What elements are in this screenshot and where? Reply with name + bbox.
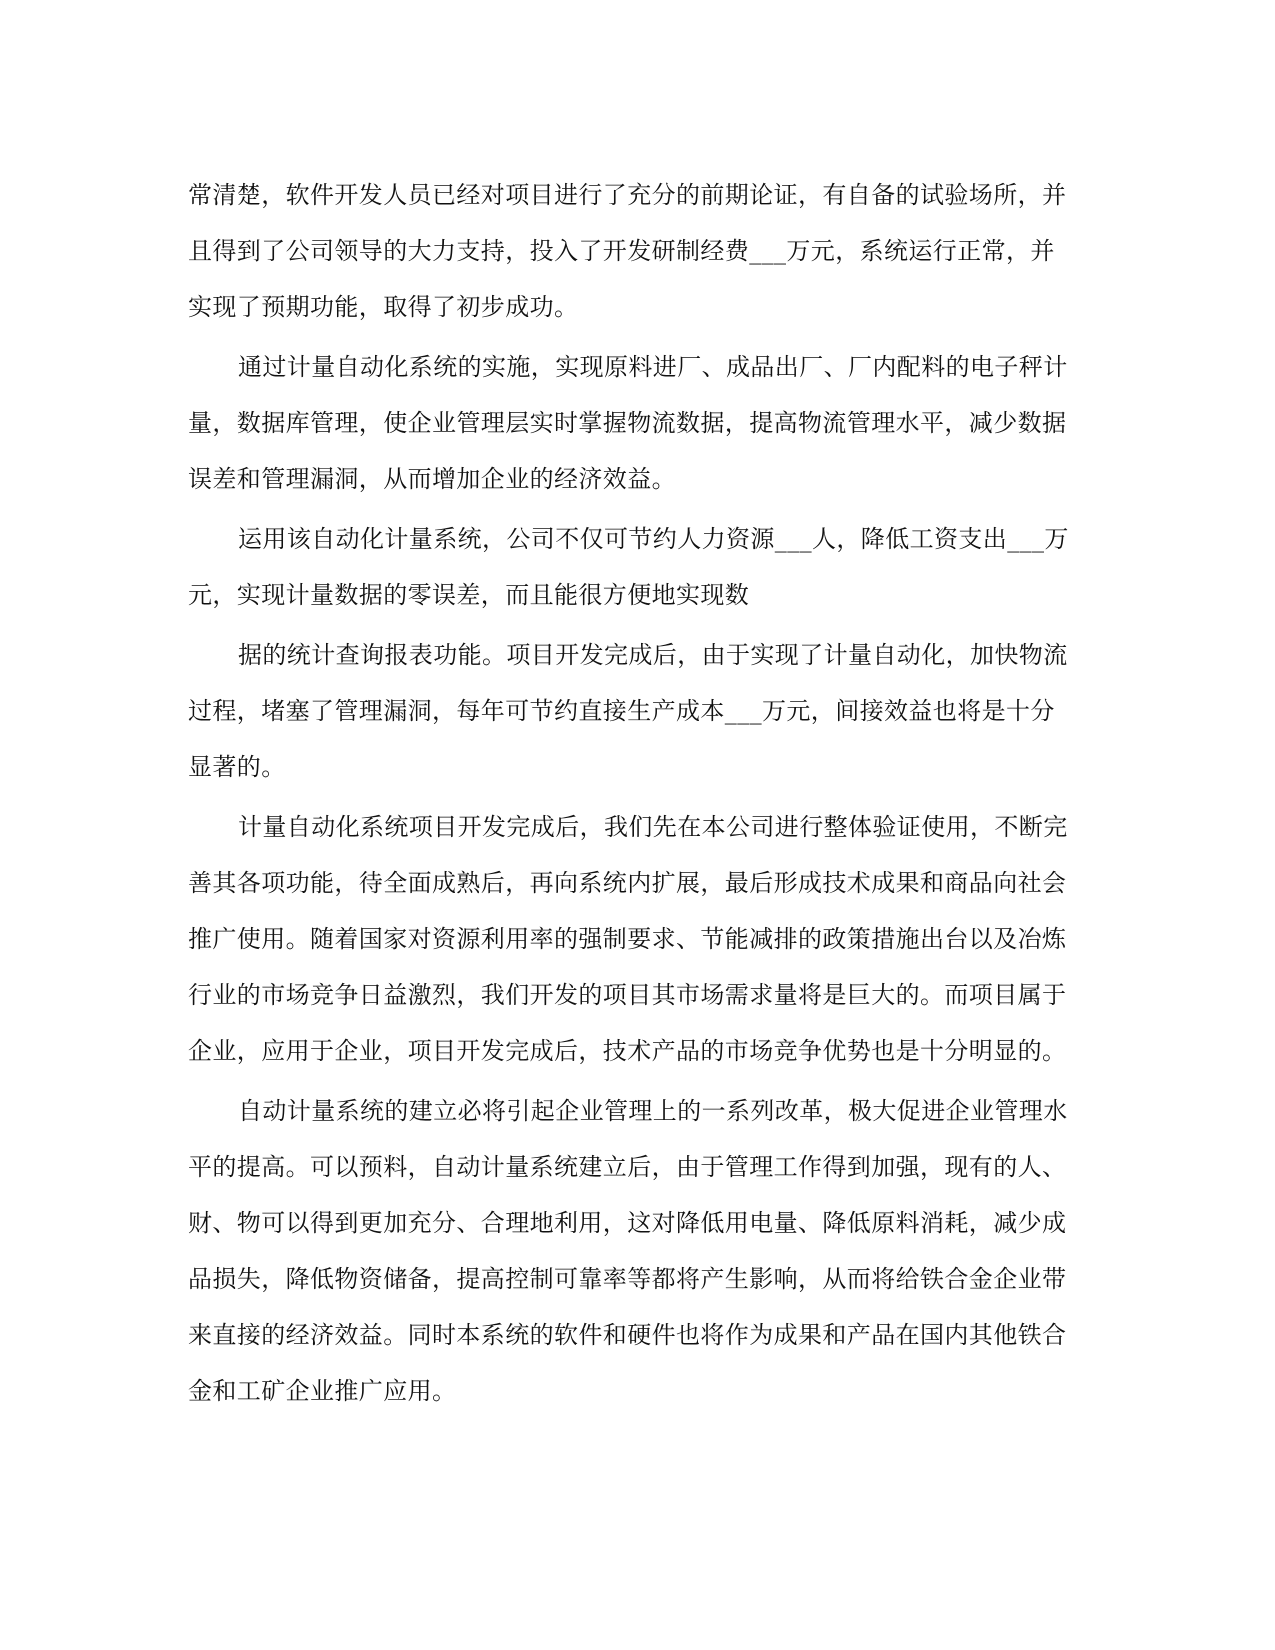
- paragraph-1: [188, 167, 1086, 335]
- text-line: 品损失，降低物资储备，提高控制可靠率等都将产生影响，从而将给铁合金企业带: [188, 1265, 1067, 1293]
- text-line: 运用该自动化计量系统，公司不仅可节约人力资源___人，降低工资支出___万: [238, 525, 1069, 553]
- text-line: 善其各项功能，待全面成熟后，再向系统内扩展，最后形成技术成果和商品向社会: [188, 869, 1067, 897]
- text-line: 计量自动化系统项目开发完成后，我们先在本公司进行整体验证使用，不断完: [238, 813, 1068, 841]
- text-line: 误差和管理漏洞，从而增加企业的经济效益。: [188, 465, 676, 493]
- text-line: 且得到了公司领导的大力支持，投入了开发研制经费___万元，系统运行正常，并: [188, 237, 1055, 265]
- text-line: 财、物可以得到更加充分、合理地利用，这对降低用电量、降低原料消耗，减少成: [188, 1209, 1067, 1237]
- paragraph-6: [188, 1083, 1086, 1419]
- text-line: 来直接的经济效益。同时本系统的软件和硬件也将作为成果和产品在国内其他铁合: [188, 1321, 1067, 1349]
- text-line: 推广使用。随着国家对资源利用率的强制要求、节能减排的政策措施出台以及冶炼: [188, 925, 1067, 953]
- paragraph-2: [188, 339, 1086, 507]
- text-line: 量，数据库管理，使企业管理层实时掌握物流数据，提高物流管理水平，减少数据: [188, 409, 1067, 437]
- text-line: 常清楚，软件开发人员已经对项目进行了充分的前期论证，有自备的试验场所，并: [188, 181, 1067, 209]
- text-line: 据的统计查询报表功能。项目开发完成后，由于实现了计量自动化，加快物流: [238, 641, 1068, 669]
- text-line: 实现了预期功能，取得了初步成功。: [188, 293, 579, 321]
- text-line: 自动计量系统的建立必将引起企业管理上的一系列改革，极大促进企业管理水: [238, 1097, 1068, 1125]
- text-line: 过程，堵塞了管理漏洞，每年可节约直接生产成本___万元，间接效益也将是十分: [188, 697, 1055, 725]
- text-line: 通过计量自动化系统的实施，实现原料进厂、成品出厂、厂内配料的电子秤计: [238, 353, 1068, 381]
- paragraph-3: [188, 511, 1086, 623]
- text-line: 显著的。: [188, 753, 286, 781]
- body-text: [188, 167, 1086, 1423]
- paragraph-5: [188, 799, 1086, 1079]
- text-line: 企业，应用于企业，项目开发完成后，技术产品的市场竞争优势也是十分明显的。: [188, 1037, 1067, 1065]
- text-line: 元，实现计量数据的零误差，而且能很方便地实现数: [188, 581, 750, 609]
- paragraph-4: [188, 627, 1086, 795]
- text-line: 行业的市场竞争日益激烈，我们开发的项目其市场需求量将是巨大的。而项目属于: [188, 981, 1067, 1009]
- text-line: 金和工矿企业推广应用。: [188, 1377, 457, 1405]
- text-line: 平的提高。可以预料，自动计量系统建立后，由于管理工作得到加强，现有的人、: [188, 1153, 1067, 1181]
